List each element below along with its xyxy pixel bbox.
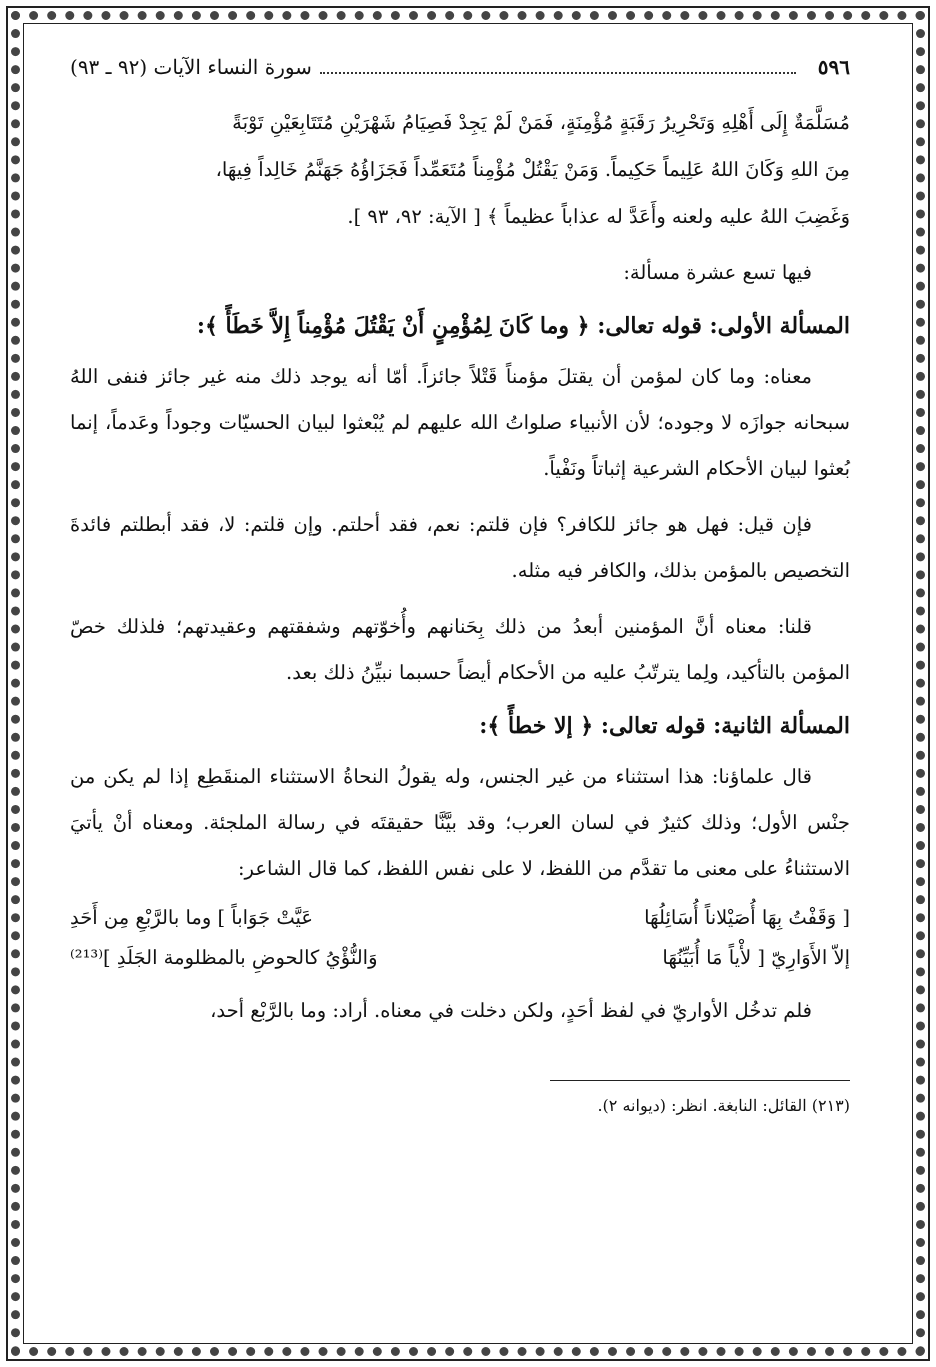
- header-dots-leader: [320, 72, 796, 74]
- poem-line: [70, 898, 850, 938]
- intro-text: فيها تسع عشرة مسألة:: [623, 261, 812, 284]
- verse-line: وَغَضِبَ اللهُ عليه ولعنه وأَعَدَّ له عذاباً عظيماً ﴾ [ الآية: ٩٢، ٩٣ ].: [347, 205, 850, 228]
- poem-hemistich: [ وَقَفْتُ بِهَا أُصَيْلاناً أُسَائِلُهَا: [644, 906, 850, 929]
- poem-hemistich: وَالنُّؤْيُ كالحوضِ بالمظلومة الجَلَدِ ]⁽²¹³⁾: [70, 946, 378, 969]
- quran-verse-block: [70, 99, 850, 240]
- poem-block: [70, 898, 850, 978]
- poem-hemistich: عَيَّتْ جَوَاباً ] وما بالرَّبْعِ مِن أَحَدِ: [70, 906, 314, 929]
- page-content: [70, 55, 850, 1121]
- footnote: (٢١٣) القائل: النابغة. انظر: (ديوانه ٢).: [597, 1096, 850, 1115]
- verse-line: مُسَلَّمَةٌ إِلَى أَهْلِهِ وَتَحْرِيرُ رَقَبَةٍ مُؤْمِنَةٍ، فَمَنْ لَمْ يَجِدْ فَصِيَامُ شَهْرَيْنِ مُتَتَابِعَيْنِ تَوْبَةً: [232, 111, 850, 134]
- paragraph: معناه: وما كان لمؤمن أن يقتلَ مؤمناً قَتْلاً جائزاً. أمّا أنه يوجد ذلك منه غير جائز فنفى اللهُ سبحانه جوازَه لا وجوده؛ لأن الأنبياء صلواتُ الله عليهم لم يُبْعثوا لبيان الحسيّات وجوداً وعَدماً، إنما بُعثوا لبيان الأحكام الشرعية إثباتاً ونَفْياً.: [70, 365, 850, 480]
- poem-line: [70, 938, 850, 978]
- section-heading-1: المسألة الأولى: قوله تعالى: ﴿ وما كَانَ لِمُؤْمِنٍ أَنْ يَقْتُلَ مُؤْمِناً إِلاَّ خَطَأً ﴾:: [196, 313, 850, 339]
- paragraph: قلنا: معناه أنَّ المؤمنين أبعدُ من ذلك بِحَنانهم وأُخوّتهم وشفقتهم وعقيدتهم؛ فلذلك خصّ المؤمن بالتأكيد، ولِما يترتّبُ عليه من الأحكام أيضاً حسبما نبيِّنُ ذلك بعد.: [70, 615, 850, 684]
- running-title: سورة النساء الآيات (٩٢ ـ ٩٣): [70, 55, 312, 79]
- paragraph: قال علماؤنا: هذا استثناء من غير الجنس، وله يقولُ النحاةُ الاستثناء المنقَطِع إذا لم يكن من جنْس الأول؛ وذلك كثيرٌ في لسان العرب؛ وقد بيَّنَّا حقيقتَه في رسالة الملجئة. ومعناه أنْ يأتيَ الاستثناءُ على معنى ما تقدَّم من اللفظ، لا على نفس اللفظ، كما قال الشاعر:: [70, 765, 850, 880]
- verse-line: مِنَ اللهِ وَكَانَ اللهُ عَلِيماً حَكِيماً. وَمَنْ يَقْتُلْ مُؤْمِناً مُتَعَمِّداً فَجَزَاؤُهُ جَهَنَّمُ خَالِداً فِيهَا،: [215, 158, 850, 181]
- page-number: ٥٩٦: [817, 55, 850, 79]
- footnote-separator: [550, 1080, 850, 1081]
- section-heading-2: المسألة الثانية: قوله تعالى: ﴿ إلا خطأً ﴾:: [479, 713, 850, 739]
- paragraph: فلم تدخُل الأواريّ في لفظ أحَدٍ، ولكن دخلت في معناه. أراد: وما بالرَّبْع أحد،: [210, 999, 812, 1022]
- running-header: [70, 55, 850, 99]
- poem-hemistich: إلاّ الأَوَارِيّ [ لأْياً مَا أُبَيِّنُهَا: [662, 946, 850, 969]
- paragraph: فإن قيل: فهل هو جائز للكافر؟ فإن قلتم: نعم، فقد أحلتم. وإن قلتم: لا، فقد أبطلتم فائدةَ التخصيص بالمؤمن بذلك، والكافر فيه مثله.: [70, 513, 850, 582]
